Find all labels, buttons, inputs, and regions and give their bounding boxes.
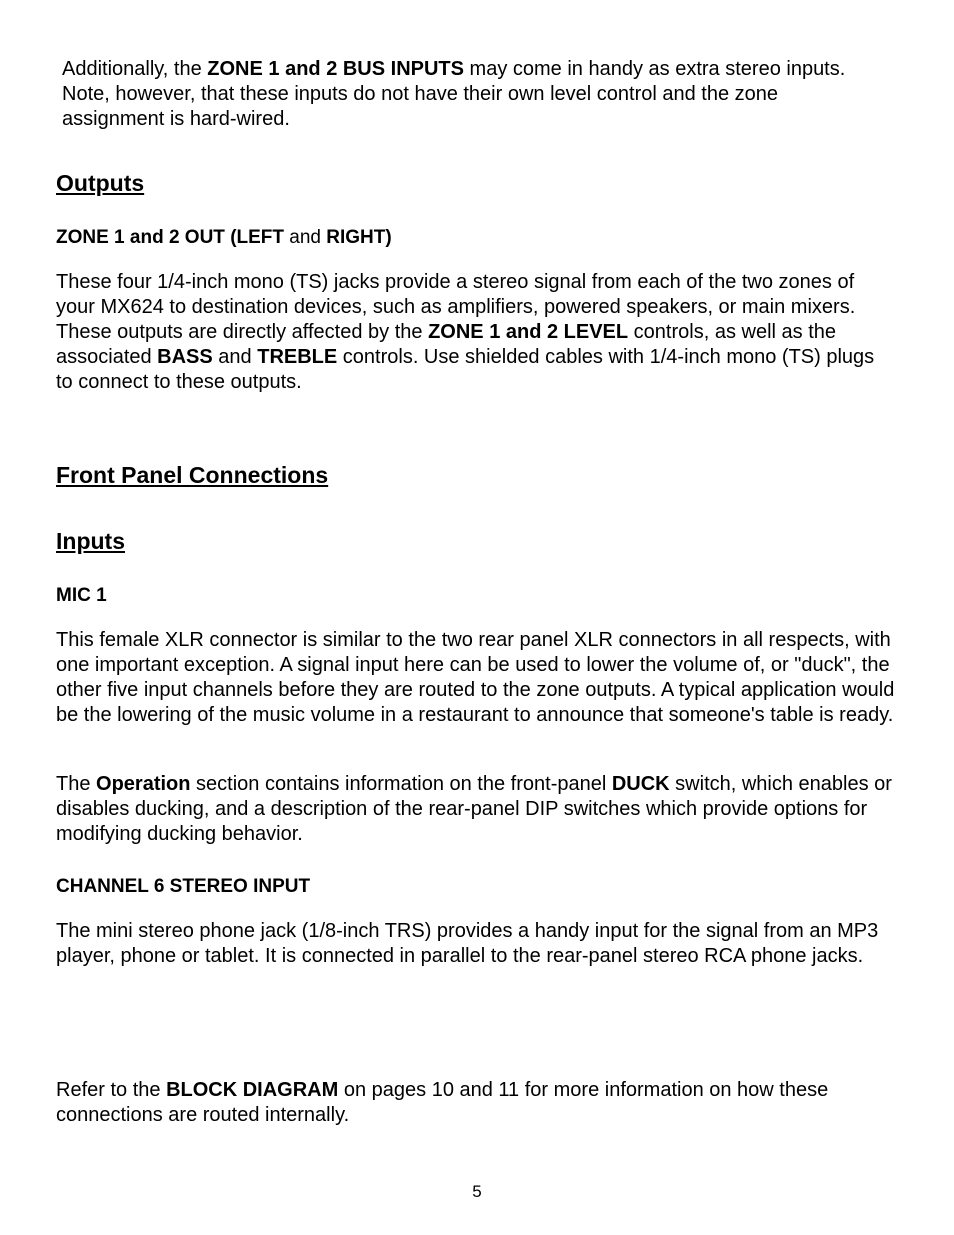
mic-1-heading: MIC 1	[56, 585, 107, 606]
outputs-text: These four 1/4-inch mono (TS) jacks provide a stereo signal from each of the two zones of your MX624 to destination devices, such as amplifiers, powered speakers, or main mixers. These outputs are directly affected by the	[56, 271, 856, 343]
operation-bold: Operation	[96, 773, 191, 795]
operation-text: The	[56, 773, 97, 795]
outputs-heading: Outputs	[56, 170, 145, 196]
channel-6-paragraph: The mini stereo phone jack (1/8-inch TRS) provides a handy input for the signal from an MP3 player, phone or tablet. It is connected in parallel to the rear-panel stereo RCA phone jacks.	[56, 920, 879, 967]
inputs-heading: Inputs	[56, 528, 125, 554]
page-number: 5	[472, 1182, 482, 1201]
channel-6-heading: CHANNEL 6 STEREO INPUT	[56, 876, 311, 897]
outputs-text-4: controls. Use shielded cables with 1/4-inch mono (TS) plugs to connect to these outputs.	[56, 346, 875, 393]
zone-out-right-bold: RIGHT)	[326, 227, 392, 248]
intro-text-continued: may come in handy as extra stereo inputs. Note, however, that these inputs do not have their own level control and the zone assignment is hard-wired.	[62, 58, 846, 130]
outputs-bold-level: ZONE 1 and 2 LEVEL	[428, 321, 629, 343]
refer-text: Refer to the	[56, 1079, 167, 1101]
outputs-bold-bass: BASS	[157, 346, 213, 368]
zone-out-bold: ZONE 1 and 2 OUT (LEFT	[56, 227, 285, 248]
operation-text-2: section contains information on the front-panel	[190, 773, 612, 795]
outputs-bold-treble: TREBLE	[257, 346, 338, 368]
zone-out-subheading	[56, 226, 392, 250]
block-diagram-bold: BLOCK DIAGRAM	[166, 1079, 339, 1101]
outputs-paragraph	[56, 270, 896, 395]
outputs-text-3: and	[212, 346, 258, 368]
block-diagram-paragraph	[56, 1078, 896, 1128]
intro-bold-zone-bus-inputs: ZONE 1 and 2 BUS INPUTS	[207, 58, 464, 80]
zone-out-and: and	[284, 227, 327, 248]
outputs-text-2: controls, as well as the associated	[56, 321, 836, 368]
intro-paragraph	[62, 57, 882, 132]
front-panel-connections-heading: Front Panel Connections	[56, 462, 329, 488]
duck-bold: DUCK	[611, 773, 670, 795]
operation-paragraph	[56, 772, 896, 847]
operation-text-3: switch, which enables or disables ducking, and a description of the rear-panel DIP switches which provide options for modifying ducking behavior.	[56, 773, 892, 845]
intro-text: Additionally, the	[62, 58, 208, 80]
mic-1-paragraph: This female XLR connector is similar to the two rear panel XLR connectors in all respects, with one important exception. A signal input here can be used to lower the volume of, or "duck", the other five input channels before they are routed to the zone outputs. A typical application would be the lowering of the music volume in a restaurant to announce that someone's table is ready.	[56, 629, 895, 726]
refer-text-2: on pages 10 and 11 for more information on how these connections are routed internally.	[56, 1079, 829, 1126]
